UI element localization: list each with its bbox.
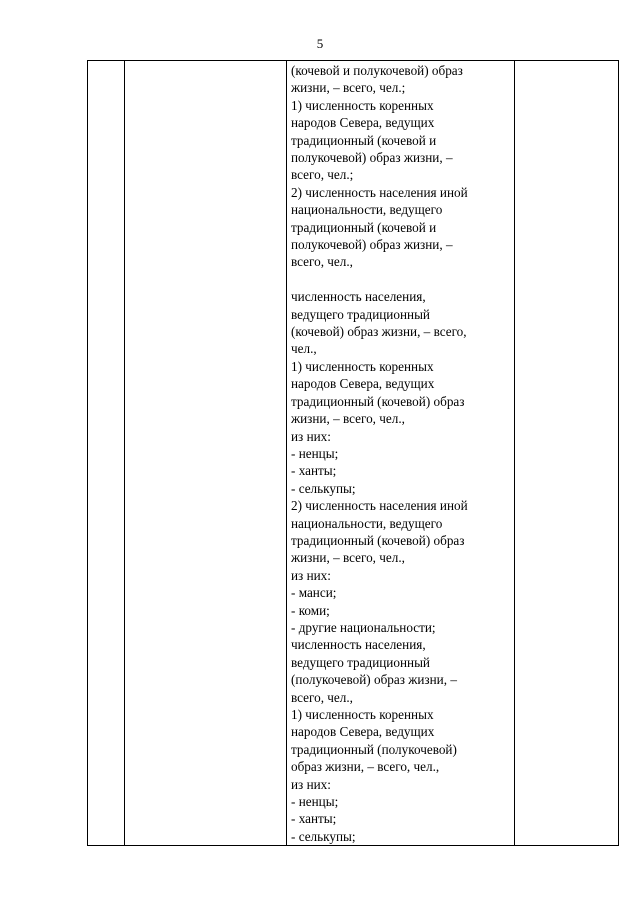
description-line: всего, чел., bbox=[291, 689, 353, 705]
description-line: - ненцы; bbox=[291, 445, 339, 461]
description-text bbox=[287, 61, 514, 845]
description-line: традиционный (кочевой) образ bbox=[291, 532, 465, 548]
description-line: 2) численность населения иной bbox=[291, 498, 468, 514]
description-line: народов Севера, ведущих bbox=[291, 724, 435, 740]
description-line: традиционный (кочевой и bbox=[291, 132, 437, 148]
description-line: традиционный (кочевой) образ bbox=[291, 393, 465, 409]
description-line: традиционный (кочевой и bbox=[291, 219, 437, 235]
number-cell bbox=[88, 61, 125, 846]
description-line: жизни, – всего, чел., bbox=[291, 411, 405, 427]
description-line: полукочевой) образ жизни, – bbox=[291, 150, 453, 166]
description-line: 2) численность населения иной bbox=[291, 184, 468, 200]
description-line: численность населения, bbox=[291, 289, 426, 305]
description-line: - другие национальности; bbox=[291, 619, 436, 635]
description-line: (кочевой и полукочевой) образ bbox=[291, 63, 463, 78]
description-line: народов Севера, ведущих bbox=[291, 115, 435, 131]
indicator-table bbox=[87, 60, 619, 846]
description-line: - манси; bbox=[291, 585, 337, 601]
description-line: численность населения, bbox=[291, 637, 426, 653]
description-line: - коми; bbox=[291, 602, 330, 618]
blank-line bbox=[291, 271, 512, 288]
description-line: из них: bbox=[291, 776, 331, 792]
table-row bbox=[88, 61, 619, 846]
description-line: жизни, – всего, чел., bbox=[291, 550, 405, 566]
description-line: из них: bbox=[291, 428, 331, 444]
value-cell bbox=[515, 61, 619, 846]
description-line: 1) численность коренных bbox=[291, 97, 434, 113]
description-line: - ханты; bbox=[291, 811, 337, 827]
description-line: традиционный (полукочевой) bbox=[291, 741, 457, 757]
description-line: - селькупы; bbox=[291, 828, 356, 844]
description-line: национальности, ведущего bbox=[291, 202, 443, 218]
description-line: всего, чел., bbox=[291, 254, 353, 270]
description-line: ведущего традиционный bbox=[291, 306, 430, 322]
description-line: жизни, – всего, чел.; bbox=[291, 80, 406, 96]
description-line: из них: bbox=[291, 567, 331, 583]
description-line: национальности, ведущего bbox=[291, 515, 443, 531]
description-line: - ненцы; bbox=[291, 794, 339, 810]
description-line: (полукочевой) образ жизни, – bbox=[291, 672, 457, 688]
description-line: чел., bbox=[291, 341, 317, 357]
description-line: всего, чел.; bbox=[291, 167, 354, 183]
description-cell bbox=[287, 61, 515, 846]
description-line: 1) численность коренных bbox=[291, 358, 434, 374]
description-line: (кочевой) образ жизни, – всего, bbox=[291, 324, 467, 340]
description-line: 1) численность коренных bbox=[291, 707, 434, 723]
description-line: народов Севера, ведущих bbox=[291, 376, 435, 392]
description-line: ведущего традиционный bbox=[291, 654, 430, 670]
description-line: полукочевой) образ жизни, – bbox=[291, 237, 453, 253]
description-line: образ жизни, – всего, чел., bbox=[291, 759, 440, 775]
page-number: 5 bbox=[316, 36, 324, 51]
name-cell bbox=[125, 61, 287, 846]
description-line: - селькупы; bbox=[291, 480, 356, 496]
description-line: - ханты; bbox=[291, 463, 337, 479]
